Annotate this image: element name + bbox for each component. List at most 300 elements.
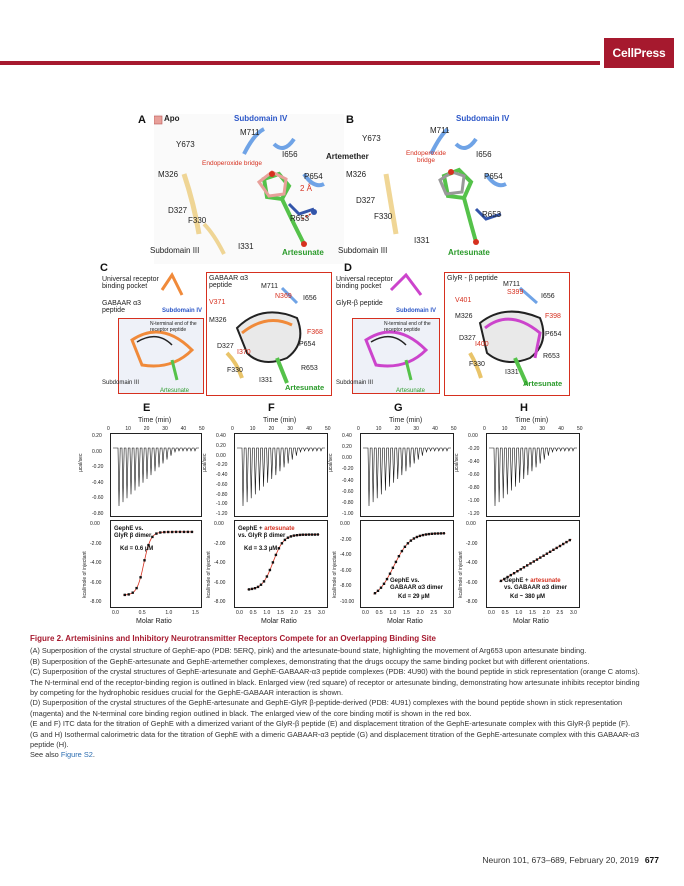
time-tick-label: 10 <box>375 426 382 432</box>
raw-y-tick: -0.40 <box>216 472 228 478</box>
isotherm-point <box>296 534 298 536</box>
panel-f-itc <box>202 402 332 630</box>
molar-ratio-tick: 1.5 <box>403 610 410 616</box>
panel-b-endoperoxide: Endoperoxide bridge <box>405 150 447 164</box>
figure-s2-link[interactable]: Figure S2 <box>60 750 93 760</box>
isotherm-point <box>305 534 307 536</box>
residue-label: I331 <box>505 369 519 376</box>
isotherm-point <box>510 574 512 576</box>
molar-ratio-tick: 0.0 <box>488 610 495 616</box>
residue-label: D327 <box>356 196 376 205</box>
isotherm-point <box>155 532 157 534</box>
caption-paragraph: (A) Superposition of the crystal structure of GephE-apo (PDB: 5ERQ, pink) and the artesunate-bound state, highlighting the movement of Arg653 upon artesunate binding. <box>30 646 587 656</box>
molar-ratio-tick: 0.5 <box>138 610 146 616</box>
isotherm-point <box>299 534 301 536</box>
isotherm-point <box>187 531 189 533</box>
isotherm-point <box>383 583 385 585</box>
molar-ratio-tick: 0.0 <box>236 610 243 616</box>
residue-label: I400 <box>475 341 489 348</box>
raw-y-title: µcal/sec <box>328 453 334 472</box>
kd-value: Kd = 0.6 µM <box>120 546 154 552</box>
panel-d-nterm: N-terminal end of the receptor peptide <box>384 321 431 333</box>
isotherm-point <box>516 570 518 572</box>
time-tick-label: 40 <box>432 426 438 432</box>
isotherm-point <box>398 555 400 557</box>
isotherm-point <box>191 531 193 533</box>
iso-y-tick: -6.00 <box>466 579 478 586</box>
time-tick-label: 0 <box>483 426 486 432</box>
panel-d-zoom-title: GlyR - β peptide <box>447 275 498 282</box>
legend-line-2: GABAAR α3 dimer <box>390 585 444 591</box>
residue-label: D327 <box>168 206 188 215</box>
isotherm-point <box>135 587 137 589</box>
raw-y-tick: -0.60 <box>468 472 480 478</box>
panel-c-pocket: Universal receptor binding pocket <box>102 276 159 290</box>
isotherm-point <box>175 531 177 533</box>
panel-d-overview <box>336 270 440 396</box>
panel-d-subdomain-iii: Subdomain III <box>336 380 374 386</box>
molar-ratio-tick: 2.5 <box>304 610 312 616</box>
isotherm-point <box>266 575 268 577</box>
panel-c-zoom-drug: Artesunate <box>285 383 325 392</box>
residue-label: M326 <box>158 170 179 179</box>
panel-a-subdomain-iv: Subdomain IV <box>234 114 288 123</box>
legend-drug: artesunate <box>264 526 295 532</box>
residue-label: M711 <box>430 126 450 135</box>
panel-d-subdomain-iv: Subdomain IV <box>396 308 437 314</box>
isotherm-point <box>552 549 554 551</box>
iso-y-tick: -4.00 <box>214 560 226 566</box>
legend-drug: artesunate <box>530 578 561 584</box>
raw-y-tick: 0.20 <box>342 444 352 451</box>
isotherm-point <box>257 586 259 588</box>
panel-c-drug: Artesunate <box>160 388 190 394</box>
residue-label: M711 <box>240 128 260 137</box>
molar-ratio-tick: 2.5 <box>556 610 564 616</box>
residue-label: R653 <box>290 214 310 223</box>
raw-thermogram <box>110 433 202 517</box>
raw-y-title: µcal/sec <box>454 453 460 472</box>
panel-letter-f: F <box>268 402 275 414</box>
isotherm-point <box>404 546 406 548</box>
itc-legend <box>390 578 443 592</box>
isotherm-point <box>523 566 525 568</box>
isotherm-point <box>422 534 424 536</box>
isotherm-point <box>410 539 412 541</box>
raw-y-tick: -0.60 <box>216 481 228 488</box>
isotherm-point <box>440 532 442 534</box>
residue-label: P654 <box>545 331 562 338</box>
raw-y-tick: 0.00 <box>92 448 102 455</box>
panel-a-endoperoxide: Endoperoxide bridge <box>202 160 262 167</box>
raw-y-tick: -0.60 <box>342 488 354 495</box>
panel-c-nterm: N-terminal end of the receptor peptide <box>150 321 197 333</box>
panel-b-subdomain-iv: Subdomain IV <box>456 114 510 123</box>
iso-y-tick: 0.00 <box>90 521 100 527</box>
iso-y-tick: -2.00 <box>340 536 352 543</box>
caption-see-also <box>30 750 644 760</box>
isotherm-point <box>425 533 427 535</box>
isotherm-point <box>159 531 161 533</box>
molar-ratio-tick: 1.5 <box>277 610 284 616</box>
isotherm-point <box>308 533 310 535</box>
panel-b-structure <box>326 114 526 264</box>
residue-label: I656 <box>282 150 298 159</box>
iso-y-tick: -2.00 <box>466 540 478 547</box>
time-tick-label: 0 <box>357 426 360 432</box>
iso-y-tick: -8.00 <box>340 583 352 590</box>
panel-c-subdomain-iv: Subdomain IV <box>162 308 203 314</box>
isotherm-point <box>143 559 145 561</box>
fit-curve <box>247 535 319 590</box>
raw-y-tick: -0.80 <box>342 499 354 506</box>
panel-a-structure <box>150 114 344 264</box>
residue-label: I370 <box>237 349 251 356</box>
residue-label: P654 <box>299 341 316 348</box>
molar-ratio-title: Molar Ratio <box>136 618 172 625</box>
isotherm-point <box>275 554 277 556</box>
iso-y-title: kcal/mole of injectant <box>458 551 464 598</box>
time-tick-label: 50 <box>451 426 457 432</box>
kd-value: Kd ~ 380 µM <box>510 594 545 600</box>
raw-y-tick: -1.00 <box>216 501 228 508</box>
time-tick-label: 30 <box>539 426 545 432</box>
iso-y-tick: -6.00 <box>340 567 352 574</box>
isotherm-point <box>549 551 551 553</box>
isotherm-point <box>565 541 567 543</box>
legend-line-1: GephE vs. <box>390 578 420 584</box>
thermogram-trace <box>361 434 453 516</box>
time-tick-label: 20 <box>143 426 150 432</box>
isotherm-point <box>559 545 561 547</box>
raw-y-tick: 0.00 <box>342 455 352 462</box>
isotherm-point <box>526 564 528 566</box>
time-axis-title: Time (min) <box>263 417 297 424</box>
raw-y-tick: -0.80 <box>92 511 104 517</box>
iso-y-tick: -2.00 <box>214 540 226 547</box>
iso-y-tick: -8.00 <box>466 599 478 605</box>
molar-ratio-tick: 0.5 <box>375 610 383 616</box>
page-number: 677 <box>644 855 659 865</box>
isotherm-point <box>272 561 274 563</box>
isotherm-point <box>389 573 391 575</box>
isotherm-point <box>163 531 165 533</box>
isotherm-point <box>401 550 403 552</box>
residue-label: S399 <box>507 289 524 296</box>
thermogram-trace <box>235 434 327 516</box>
isotherm-point <box>251 588 253 590</box>
isotherm-point <box>269 569 271 571</box>
legend-line-1: GephE + <box>504 578 531 584</box>
time-tick-label: 10 <box>249 426 256 432</box>
panel-c-zoom-box <box>206 272 332 396</box>
iso-y-tick: 0.00 <box>214 521 224 527</box>
residue-label: F368 <box>307 329 323 336</box>
time-tick-label: 10 <box>125 426 131 432</box>
itc-legend <box>114 526 151 540</box>
isotherm-point <box>380 587 382 589</box>
residue-label: M326 <box>209 317 227 324</box>
panel-b-subdomain-iii: Subdomain III <box>338 246 388 255</box>
panel-letter-c: C <box>100 262 108 274</box>
panel-d-zoom-drug: Artesunate <box>523 379 563 388</box>
isotherm-point <box>556 547 558 549</box>
iso-y-tick: -10.00 <box>340 599 355 605</box>
raw-y-tick: 0.40 <box>342 433 352 439</box>
isotherm-point <box>542 555 544 557</box>
residue-label: V401 <box>455 297 472 304</box>
isotherm-point <box>562 543 564 545</box>
panel-d-drug: Artesunate <box>396 388 426 394</box>
molar-ratio-tick: 1.5 <box>529 610 536 616</box>
raw-y-tick: -1.00 <box>342 511 354 517</box>
isotherm-point <box>374 592 376 594</box>
isotherm-point <box>533 560 535 562</box>
panel-c-overview <box>102 270 204 396</box>
panel-letter-g: G <box>394 402 403 414</box>
isotherm-point <box>183 531 185 533</box>
panel-g-itc <box>328 402 458 630</box>
time-tick-label: 20 <box>268 426 275 432</box>
iso-y-tick: -4.00 <box>90 560 102 566</box>
isotherm-point <box>536 558 538 560</box>
panel-d-pocket: Universal receptor binding pocket <box>336 276 393 290</box>
residue-label: I331 <box>259 377 273 384</box>
kd-value: Kd = 29 µM <box>398 594 430 600</box>
time-tick-label: 0 <box>107 426 110 432</box>
isotherm-point <box>311 533 313 535</box>
see-also-suffix: . <box>92 750 95 760</box>
raw-y-tick: -0.40 <box>92 479 104 486</box>
figure-2 <box>78 100 594 630</box>
time-axis-title: Time (min) <box>138 417 172 424</box>
caption-paragraph: (B) Superposition of the GephE-artesunate and GephE-artemether complexes, demonstrating that the drugs occupy the same binding pocket but with different orientations. <box>30 656 590 666</box>
residue-label: M711 <box>503 281 520 288</box>
legend-line-2: vs. GABAAR α3 dimer <box>504 585 568 591</box>
isotherm-point <box>569 539 571 541</box>
residue-label: V371 <box>209 299 226 306</box>
panel-c-subdomain-iii: Subdomain III <box>102 380 140 386</box>
itc-legend <box>504 578 567 592</box>
panel-e-itc <box>78 402 206 630</box>
panel-a-legend: Apo <box>164 114 180 123</box>
raw-y-tick: -0.80 <box>468 485 480 491</box>
isotherm-point <box>317 533 319 535</box>
isotherm-point <box>248 588 250 590</box>
raw-y-tick: -1.20 <box>216 511 228 517</box>
residue-label: I331 <box>414 236 430 245</box>
residue-label: P654 <box>304 172 323 181</box>
time-axis-title: Time (min) <box>515 417 549 424</box>
iso-y-tick: -8.00 <box>214 599 226 605</box>
residue-label: I656 <box>303 295 317 302</box>
panel-letter-b: B <box>346 114 354 126</box>
time-tick-label: 40 <box>180 426 187 432</box>
raw-thermogram <box>234 433 328 517</box>
residue-label: D327 <box>217 343 234 350</box>
residue-label: F398 <box>545 313 561 320</box>
time-tick-label: 20 <box>520 426 527 432</box>
isotherm-point <box>419 535 421 537</box>
isotherm-point <box>539 556 541 558</box>
isotherm-point <box>513 572 515 574</box>
panel-a-distance: 2 Å <box>300 184 313 193</box>
isotherm-point <box>500 580 502 582</box>
time-tick-label: 30 <box>413 426 419 432</box>
isotherm-point <box>128 593 130 595</box>
thermogram-line <box>237 448 325 506</box>
isotherm-point <box>377 590 379 592</box>
isotherm-point <box>179 531 181 533</box>
molar-ratio-tick: 2.0 <box>416 610 424 616</box>
time-tick-label: 40 <box>558 426 564 432</box>
figure-caption <box>30 634 644 761</box>
molar-ratio-tick: 0.5 <box>501 610 509 616</box>
raw-y-tick: 0.20 <box>92 433 102 439</box>
itc-legend <box>238 526 295 540</box>
header-rule <box>0 61 600 65</box>
panel-letter-e: E <box>143 402 151 414</box>
molar-ratio-tick: 0.0 <box>362 610 369 616</box>
residue-label: M711 <box>261 283 278 290</box>
raw-y-tick: -0.40 <box>342 477 354 484</box>
molar-ratio-tick: 3.0 <box>318 610 325 616</box>
iso-y-tick: -8.00 <box>90 599 102 605</box>
isotherm-point <box>392 567 394 569</box>
isotherm-point <box>520 568 522 570</box>
molar-ratio-tick: 1.0 <box>263 610 271 616</box>
time-tick-label: 50 <box>577 426 583 432</box>
isotherm-point <box>281 542 283 544</box>
time-tick-label: 10 <box>501 426 508 432</box>
journal-citation: Neuron 101, 673–689, February 20, 2019 <box>482 855 639 865</box>
isotherm-point <box>260 584 262 586</box>
isotherm-point <box>167 531 169 533</box>
isotherm-point <box>139 576 141 578</box>
iso-y-tick: 0.00 <box>340 521 350 527</box>
isotherm-point <box>302 534 304 536</box>
raw-y-tick: 0.40 <box>216 433 226 439</box>
molar-ratio-tick: 1.0 <box>165 610 173 616</box>
time-tick-label: 20 <box>394 426 401 432</box>
thermogram-trace <box>111 434 201 516</box>
panel-d-zoom-box <box>444 272 570 396</box>
time-tick-label: 30 <box>287 426 293 432</box>
residue-label: R653 <box>482 210 502 219</box>
molar-ratio-tick: 1.5 <box>192 610 199 616</box>
molar-ratio-tick: 0.5 <box>249 610 257 616</box>
raw-thermogram <box>486 433 580 517</box>
page-footer <box>482 855 659 865</box>
residue-label: D327 <box>459 335 476 342</box>
kd-value: Kd = 3.3 µM <box>244 546 278 552</box>
raw-y-tick: 0.00 <box>216 452 226 459</box>
cellpress-logo: CellPress <box>604 38 674 68</box>
panel-b-drug: Artesunate <box>448 248 490 257</box>
residue-label: I656 <box>476 150 492 159</box>
legend-line-2: vs. GlyR β dimer <box>238 533 286 539</box>
time-tick-label: 0 <box>231 426 234 432</box>
time-tick-label: 50 <box>325 426 331 432</box>
iso-y-title: kcal/mole of injectant <box>332 551 338 598</box>
iso-y-title: kcal/mole of injectant <box>206 551 212 598</box>
isotherm-point <box>416 536 418 538</box>
panel-letter-h: H <box>520 402 528 414</box>
time-tick-label: 50 <box>199 426 205 432</box>
raw-y-tick: 0.20 <box>216 442 226 449</box>
iso-y-title: kcal/mole of injectant <box>82 551 88 598</box>
molar-ratio-tick: 1.0 <box>515 610 523 616</box>
panel-letter-d: D <box>344 262 352 274</box>
raw-y-title: µcal/sec <box>202 453 208 472</box>
molar-ratio-tick: 3.0 <box>570 610 577 616</box>
isotherm-point <box>395 561 397 563</box>
caption-paragraph: (D) Superposition of the crystal structures of the GephE-artesunate and GephE-GlyR β-peptide-derived (PDB: 4U91) complexes with the bound peptide shown in stick representation (magenta) and the N-terminal core binding region outlined in black. The enlarged view of the core binding motif is shown in the red box. <box>30 698 623 718</box>
thermogram-trace <box>487 434 579 516</box>
iso-y-tick: -4.00 <box>466 560 478 566</box>
residue-label: F330 <box>469 361 485 368</box>
raw-y-tick: -0.20 <box>468 446 480 452</box>
raw-y-tick: -1.00 <box>468 498 480 504</box>
time-axis-title: Time (min) <box>389 417 423 424</box>
isotherm-point <box>254 587 256 589</box>
raw-y-tick: -0.60 <box>92 495 104 502</box>
raw-y-tick: -0.20 <box>216 462 228 469</box>
isotherm-point <box>443 532 445 534</box>
molar-ratio-tick: 2.0 <box>290 610 298 616</box>
legend-line-1: GephE + <box>238 526 265 532</box>
isotherm-point <box>437 532 439 534</box>
isotherm-point <box>171 531 173 533</box>
time-tick-label: 30 <box>162 426 168 432</box>
raw-y-tick: -1.20 <box>468 511 480 517</box>
residue-label: M326 <box>346 170 367 179</box>
isotherm-point <box>124 594 126 596</box>
molar-ratio-tick: 2.0 <box>542 610 550 616</box>
isotherm-point <box>434 532 436 534</box>
isotherm-point <box>132 592 134 594</box>
residue-label: F330 <box>227 367 243 374</box>
residue-label: P654 <box>484 172 503 181</box>
isotherm-point <box>263 580 265 582</box>
see-also-prefix: See also <box>30 750 61 760</box>
molar-ratio-title: Molar Ratio <box>261 618 297 625</box>
raw-thermogram <box>360 433 454 517</box>
thermogram-line <box>489 448 577 506</box>
isotherm-point <box>278 547 280 549</box>
residue-label: F330 <box>374 212 393 221</box>
isotherm-point <box>428 533 430 535</box>
iso-y-tick: -6.00 <box>90 579 102 586</box>
legend-line-1: GephE vs. <box>114 526 144 532</box>
panel-a-drug: Artesunate <box>282 248 324 257</box>
residue-label: Y673 <box>362 134 381 143</box>
panel-b-artemether: Artemether <box>326 152 369 161</box>
isotherm-point <box>314 533 316 535</box>
iso-y-tick: -4.00 <box>340 552 352 559</box>
caption-paragraph: (E and F) ITC data for the titration of GephE with a dimerized variant of the GlyR-β peptide (E) and displacement titration of the GephE-artesunate complex with this GlyR-β peptide (F). <box>30 719 631 729</box>
panel-c-zoom-title: GABAAR α3 peptide <box>209 275 249 289</box>
raw-y-tick: -0.20 <box>92 464 104 471</box>
residue-label: Y673 <box>176 140 195 149</box>
residue-label: F330 <box>188 216 207 225</box>
residue-label: I656 <box>541 293 555 300</box>
isotherm-point <box>151 536 153 538</box>
raw-y-tick: -0.20 <box>342 466 354 473</box>
panel-h-itc <box>454 402 584 630</box>
iso-y-tick: 0.00 <box>466 521 476 527</box>
time-tick-label: 40 <box>306 426 312 432</box>
